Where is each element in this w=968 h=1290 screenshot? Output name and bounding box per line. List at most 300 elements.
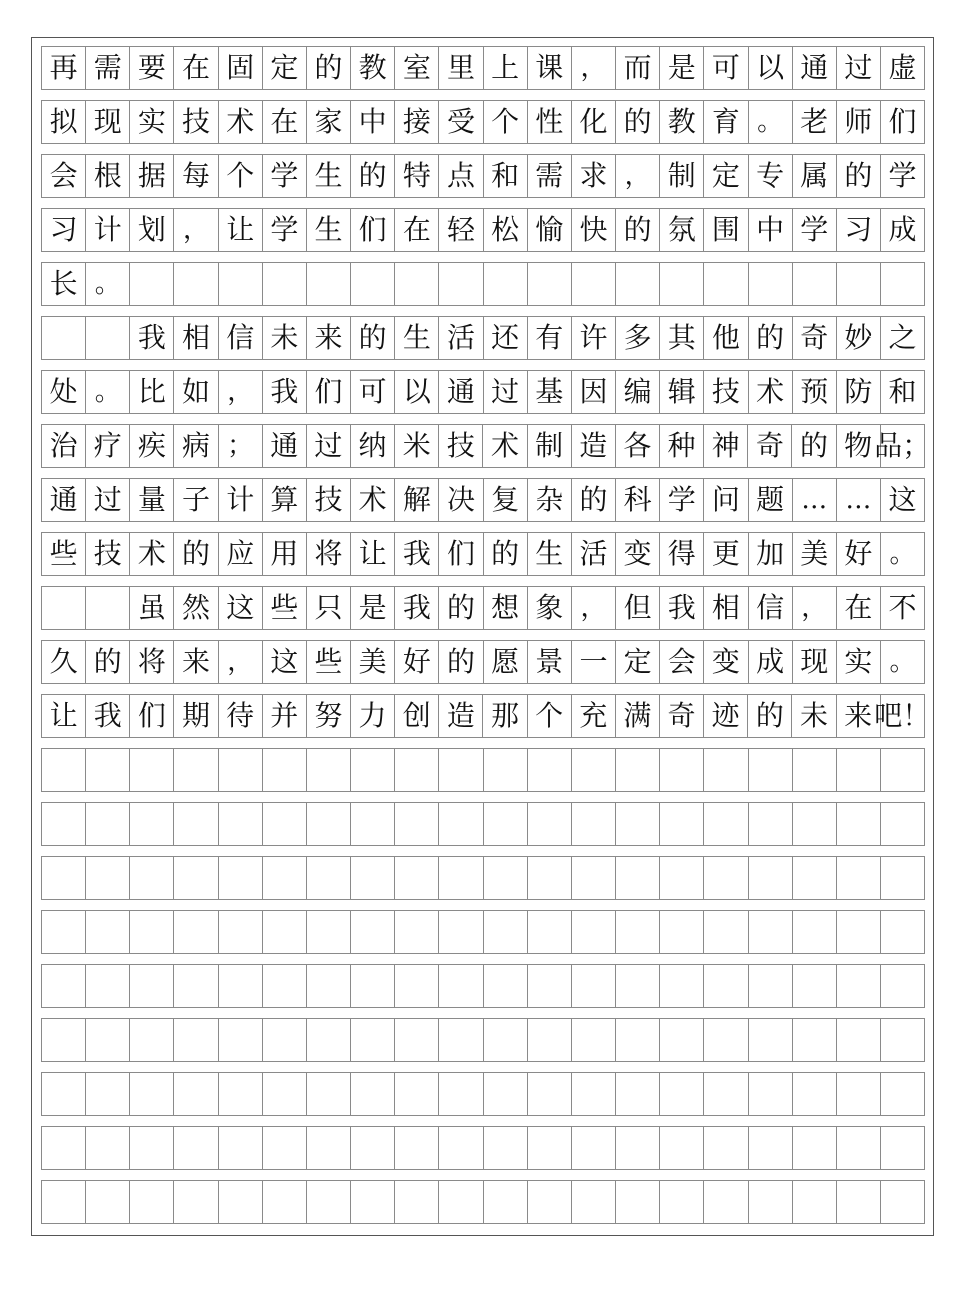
grid-cell: 技	[307, 479, 351, 521]
grid-cell	[86, 749, 130, 791]
grid-cell	[616, 263, 660, 305]
grid-cell: 需	[86, 47, 130, 89]
grid-cell	[42, 1019, 86, 1061]
grid-cell	[86, 1127, 130, 1169]
grid-cell: 杂	[528, 479, 572, 521]
grid-row	[41, 1072, 925, 1116]
grid-cell: 神	[704, 425, 748, 467]
grid-cell	[704, 911, 748, 953]
grid-cell	[351, 965, 395, 1007]
grid-cell: ，	[174, 209, 218, 251]
grid-cell: 治	[42, 425, 86, 467]
grid-cell: 迹	[704, 695, 748, 737]
grid-cell	[704, 749, 748, 791]
grid-cell: 之	[881, 317, 925, 359]
grid-cell: 待	[219, 695, 263, 737]
grid-cell	[793, 1073, 837, 1115]
grid-cell	[130, 749, 174, 791]
grid-cell	[793, 1019, 837, 1061]
grid-cell: 我	[263, 371, 307, 413]
grid-cell: 比	[130, 371, 174, 413]
grid-cell	[881, 1073, 925, 1115]
grid-cell: 现	[86, 101, 130, 143]
grid-cell	[42, 587, 86, 629]
grid-cell: 来	[174, 641, 218, 683]
grid-cell: 习	[42, 209, 86, 251]
grid-row	[41, 478, 925, 522]
grid-cell: 的	[351, 317, 395, 359]
grid-cell: 求	[572, 155, 616, 197]
grid-cell: 预	[793, 371, 837, 413]
grid-cell	[616, 857, 660, 899]
grid-cell: 定	[704, 155, 748, 197]
grid-cell	[793, 263, 837, 305]
grid-cell	[881, 965, 925, 1007]
grid-cell	[528, 803, 572, 845]
grid-cell: 根	[86, 155, 130, 197]
grid-cell: 并	[263, 695, 307, 737]
grid-cell	[837, 1073, 881, 1115]
grid-cell: 过	[86, 479, 130, 521]
grid-cell: 期	[174, 695, 218, 737]
grid-cell: 这	[219, 587, 263, 629]
grid-cell	[660, 1019, 704, 1061]
grid-cell	[130, 1073, 174, 1115]
grid-cell	[837, 263, 881, 305]
grid-cell: 。	[86, 263, 130, 305]
grid-cell: 再	[42, 47, 86, 89]
grid-cell	[42, 911, 86, 953]
grid-cell: 其	[660, 317, 704, 359]
grid-cell	[484, 803, 528, 845]
grid-cell	[528, 1181, 572, 1223]
grid-cell	[174, 1019, 218, 1061]
grid-cell	[572, 263, 616, 305]
grid-cell: 长	[42, 263, 86, 305]
grid-cell: 们	[881, 101, 925, 143]
grid-cell	[439, 1073, 483, 1115]
grid-cell: 中	[351, 101, 395, 143]
grid-cell	[837, 1019, 881, 1061]
grid-cell	[174, 965, 218, 1007]
grid-cell: 一	[572, 641, 616, 683]
grid-cell	[86, 587, 130, 629]
grid-cell: 问	[704, 479, 748, 521]
grid-cell	[439, 1181, 483, 1223]
grid-cell	[528, 1127, 572, 1169]
grid-cell: 创	[395, 695, 439, 737]
grid-cell: 实	[130, 101, 174, 143]
grid-cell: 的	[572, 479, 616, 521]
grid-cell: 课	[528, 47, 572, 89]
grid-cell: 奇	[748, 425, 792, 467]
grid-cell: 的	[748, 695, 792, 737]
grid-cell	[263, 965, 307, 1007]
grid-cell	[174, 803, 218, 845]
grid-cell: 加	[749, 533, 793, 575]
grid-cell: 在	[395, 209, 439, 251]
grid-cell: 用	[263, 533, 307, 575]
grid-cell	[86, 1019, 130, 1061]
grid-cell: …	[837, 479, 881, 521]
grid-cell: 上	[484, 47, 528, 89]
grid-row	[41, 586, 925, 630]
grid-cell	[660, 1127, 704, 1169]
grid-cell: 些	[307, 641, 351, 683]
grid-cell: 景	[528, 641, 572, 683]
grid-cell	[307, 1127, 351, 1169]
grid-cell: 技	[439, 425, 483, 467]
grid-cell: 计	[219, 479, 263, 521]
grid-cell	[749, 263, 793, 305]
grid-cell	[174, 1127, 218, 1169]
grid-cell: 室	[395, 47, 439, 89]
grid-cell: 只	[307, 587, 351, 629]
grid-cell: 们	[439, 533, 483, 575]
grid-cell: 术	[219, 101, 263, 143]
grid-cell: 虽	[130, 587, 174, 629]
grid-cell: 据	[130, 155, 174, 197]
grid-cell: 拟	[42, 101, 86, 143]
grid-cell: 生	[528, 533, 572, 575]
grid-cell	[660, 857, 704, 899]
grid-cell: 力	[351, 695, 395, 737]
grid-cell: 计	[86, 209, 130, 251]
grid-cell: 未	[263, 317, 307, 359]
grid-cell: 过	[484, 371, 528, 413]
grid-cell: 让	[351, 533, 395, 575]
grid-cell: 来	[307, 317, 351, 359]
grid-cell: 科	[616, 479, 660, 521]
grid-cell	[86, 965, 130, 1007]
grid-cell: 不	[881, 587, 925, 629]
grid-cell	[660, 803, 704, 845]
grid-cell	[528, 911, 572, 953]
grid-cell	[837, 965, 881, 1007]
grid-cell	[793, 1181, 837, 1223]
grid-cell	[307, 803, 351, 845]
grid-cell: 们	[351, 209, 395, 251]
grid-cell: 专	[749, 155, 793, 197]
grid-cell	[219, 1127, 263, 1169]
grid-cell	[572, 749, 616, 791]
grid-cell: 好	[395, 641, 439, 683]
grid-cell	[439, 803, 483, 845]
grid-cell: 造	[439, 695, 483, 737]
grid-cell	[793, 965, 837, 1007]
grid-cell: 他	[704, 317, 748, 359]
grid-row	[41, 208, 925, 252]
grid-cell	[793, 911, 837, 953]
grid-cell: 学	[263, 209, 307, 251]
grid-cell	[307, 749, 351, 791]
grid-cell: 。	[881, 641, 925, 683]
grid-cell: ，	[616, 155, 660, 197]
grid-cell	[749, 1181, 793, 1223]
grid-cell: 想	[484, 587, 528, 629]
grid-cell: 学	[881, 155, 925, 197]
grid-cell: 通	[793, 47, 837, 89]
grid-cell	[837, 857, 881, 899]
grid-cell	[572, 911, 616, 953]
grid-cell: 以	[395, 371, 439, 413]
grid-cell	[263, 1181, 307, 1223]
grid-cell	[616, 1073, 660, 1115]
grid-cell: 。	[86, 371, 130, 413]
grid-cell	[395, 965, 439, 1007]
grid-row	[41, 1180, 925, 1224]
grid-cell: 些	[42, 533, 86, 575]
grid-cell	[749, 1073, 793, 1115]
grid-cell	[704, 1073, 748, 1115]
grid-cell	[307, 857, 351, 899]
grid-cell	[793, 1127, 837, 1169]
grid-cell: 如	[174, 371, 218, 413]
grid-cell	[174, 857, 218, 899]
grid-cell	[219, 1181, 263, 1223]
grid-cell: 未	[792, 695, 836, 737]
grid-row	[41, 1018, 925, 1062]
grid-cell: 让	[42, 695, 86, 737]
grid-cell	[219, 749, 263, 791]
grid-cell: 术	[749, 371, 793, 413]
grid-cell	[395, 1181, 439, 1223]
grid-cell: 子	[174, 479, 218, 521]
grid-cell: 术	[483, 425, 527, 467]
grid-cell	[219, 965, 263, 1007]
grid-cell	[351, 263, 395, 305]
grid-cell	[219, 1019, 263, 1061]
grid-row	[41, 262, 925, 306]
grid-cell	[130, 263, 174, 305]
grid-cell	[219, 857, 263, 899]
grid-cell: 过	[307, 425, 351, 467]
grid-cell	[484, 1181, 528, 1223]
grid-cell	[219, 803, 263, 845]
grid-cell	[130, 1127, 174, 1169]
grid-cell	[263, 857, 307, 899]
grid-cell: 定	[616, 641, 660, 683]
grid-cell: 活	[439, 317, 483, 359]
grid-cell: 得	[660, 533, 704, 575]
grid-cell: 生	[307, 209, 351, 251]
grid-cell	[395, 1019, 439, 1061]
grid-cell	[572, 1127, 616, 1169]
grid-cell	[86, 1073, 130, 1115]
grid-cell	[395, 857, 439, 899]
grid-cell: 相	[704, 587, 748, 629]
grid-cell	[307, 911, 351, 953]
grid-cell	[749, 911, 793, 953]
grid-cell: 的	[792, 425, 836, 467]
grid-cell: 这	[263, 641, 307, 683]
grid-cell: 学	[793, 209, 837, 251]
grid-cell	[130, 1181, 174, 1223]
grid-cell	[484, 1127, 528, 1169]
grid-cell	[42, 1127, 86, 1169]
grid-cell	[837, 1127, 881, 1169]
grid-cell	[837, 749, 881, 791]
grid-cell: 好	[837, 533, 881, 575]
grid-cell: 许	[572, 317, 616, 359]
grid-cell: 米	[395, 425, 439, 467]
grid-cell: 信	[219, 317, 263, 359]
grid-cell: 纳	[351, 425, 395, 467]
grid-cell	[616, 1019, 660, 1061]
grid-cell	[484, 1073, 528, 1115]
grid-cell: 性	[528, 101, 572, 143]
grid-cell	[749, 857, 793, 899]
grid-cell	[616, 1127, 660, 1169]
grid-cell: 通	[439, 371, 483, 413]
grid-cell: 复	[484, 479, 528, 521]
grid-cell	[219, 1073, 263, 1115]
grid-cell: 量	[130, 479, 174, 521]
grid-cell	[307, 1019, 351, 1061]
grid-cell: ，	[793, 587, 837, 629]
grid-cell	[307, 1181, 351, 1223]
grid-cell	[439, 749, 483, 791]
grid-cell	[749, 1127, 793, 1169]
grid-cell	[263, 803, 307, 845]
grid-cell: 可	[704, 47, 748, 89]
grid-cell	[395, 263, 439, 305]
grid-cell: 现	[793, 641, 837, 683]
grid-cell: 技	[86, 533, 130, 575]
grid-cell	[881, 1127, 925, 1169]
grid-cell	[704, 803, 748, 845]
grid-cell	[219, 263, 263, 305]
grid-cell	[395, 803, 439, 845]
grid-cell: 决	[439, 479, 483, 521]
grid-cell: 编	[616, 371, 660, 413]
grid-cell	[660, 749, 704, 791]
grid-cell: 的	[616, 101, 660, 143]
grid-cell	[42, 1181, 86, 1223]
grid-cell: 变	[704, 641, 748, 683]
grid-cell: 和	[484, 155, 528, 197]
grid-cell	[484, 263, 528, 305]
grid-cell: 些	[263, 587, 307, 629]
grid-cell: 我	[660, 587, 704, 629]
grid-cell	[263, 749, 307, 791]
grid-cell	[307, 263, 351, 305]
grid-cell	[749, 749, 793, 791]
grid-cell	[86, 1181, 130, 1223]
grid-cell	[174, 911, 218, 953]
grid-cell: 的	[174, 533, 218, 575]
grid-cell	[749, 1019, 793, 1061]
grid-cell: 久	[42, 641, 86, 683]
grid-cell	[484, 749, 528, 791]
grid-cell: 充	[572, 695, 616, 737]
grid-cell: 的	[439, 587, 483, 629]
grid-cell: 制	[660, 155, 704, 197]
grid-cell: 美	[793, 533, 837, 575]
grid-cell: 品；	[881, 425, 925, 467]
grid-cell: 要	[130, 47, 174, 89]
grid-cell	[484, 965, 528, 1007]
grid-cell: 们	[130, 695, 174, 737]
grid-cell: 题	[749, 479, 793, 521]
grid-cell: 的	[837, 155, 881, 197]
grid-cell: 技	[174, 101, 218, 143]
grid-row	[41, 694, 931, 738]
grid-cell: 个	[484, 101, 528, 143]
grid-cell	[881, 263, 925, 305]
grid-cell	[395, 1127, 439, 1169]
grid-cell	[528, 965, 572, 1007]
grid-cell: 的	[616, 209, 660, 251]
grid-cell	[86, 803, 130, 845]
grid-cell: 我	[395, 533, 439, 575]
grid-cell: 快	[572, 209, 616, 251]
grid-cell	[307, 965, 351, 1007]
grid-cell: 在	[174, 47, 218, 89]
grid-cell: 满	[616, 695, 660, 737]
grid-cell: 可	[351, 371, 395, 413]
grid-cell: 育	[704, 101, 748, 143]
grid-cell: 会	[42, 155, 86, 197]
grid-cell	[704, 1181, 748, 1223]
grid-cell: 我	[395, 587, 439, 629]
grid-cell: 防	[837, 371, 881, 413]
grid-cell	[42, 749, 86, 791]
grid-cell: 生	[307, 155, 351, 197]
grid-cell: 让	[219, 209, 263, 251]
grid-cell: 来	[837, 695, 881, 737]
grid-row	[41, 154, 925, 198]
grid-cell	[42, 965, 86, 1007]
grid-cell	[572, 965, 616, 1007]
grid-cell: 教	[351, 47, 395, 89]
grid-row	[41, 802, 925, 846]
grid-cell: 氛	[660, 209, 704, 251]
grid-row	[41, 1126, 925, 1170]
grid-row	[41, 370, 925, 414]
grid-cell	[572, 857, 616, 899]
grid-cell: 愿	[484, 641, 528, 683]
grid-cell: 各	[616, 425, 660, 467]
grid-cell	[395, 1073, 439, 1115]
grid-cell	[528, 263, 572, 305]
grid-cell: 将	[130, 641, 174, 683]
grid-cell	[219, 911, 263, 953]
grid-cell: ，	[219, 641, 263, 683]
grid-cell: 和	[881, 371, 925, 413]
grid-cell: 在	[837, 587, 881, 629]
grid-cell: 成	[749, 641, 793, 683]
grid-cell	[263, 1127, 307, 1169]
grid-cell	[351, 749, 395, 791]
grid-cell	[704, 857, 748, 899]
grid-cell: 接	[395, 101, 439, 143]
grid-cell	[881, 749, 925, 791]
grid-cell	[263, 263, 307, 305]
grid-cell: 我	[130, 317, 174, 359]
grid-row	[41, 640, 925, 684]
grid-cell	[881, 1181, 925, 1223]
grid-cell	[263, 911, 307, 953]
grid-cell: 还	[484, 317, 528, 359]
grid-cell: 活	[572, 533, 616, 575]
grid-cell	[572, 1181, 616, 1223]
grid-cell: 定	[263, 47, 307, 89]
grid-cell	[263, 1019, 307, 1061]
grid-cell: 划	[130, 209, 174, 251]
grid-cell	[484, 857, 528, 899]
grid-cell	[484, 911, 528, 953]
